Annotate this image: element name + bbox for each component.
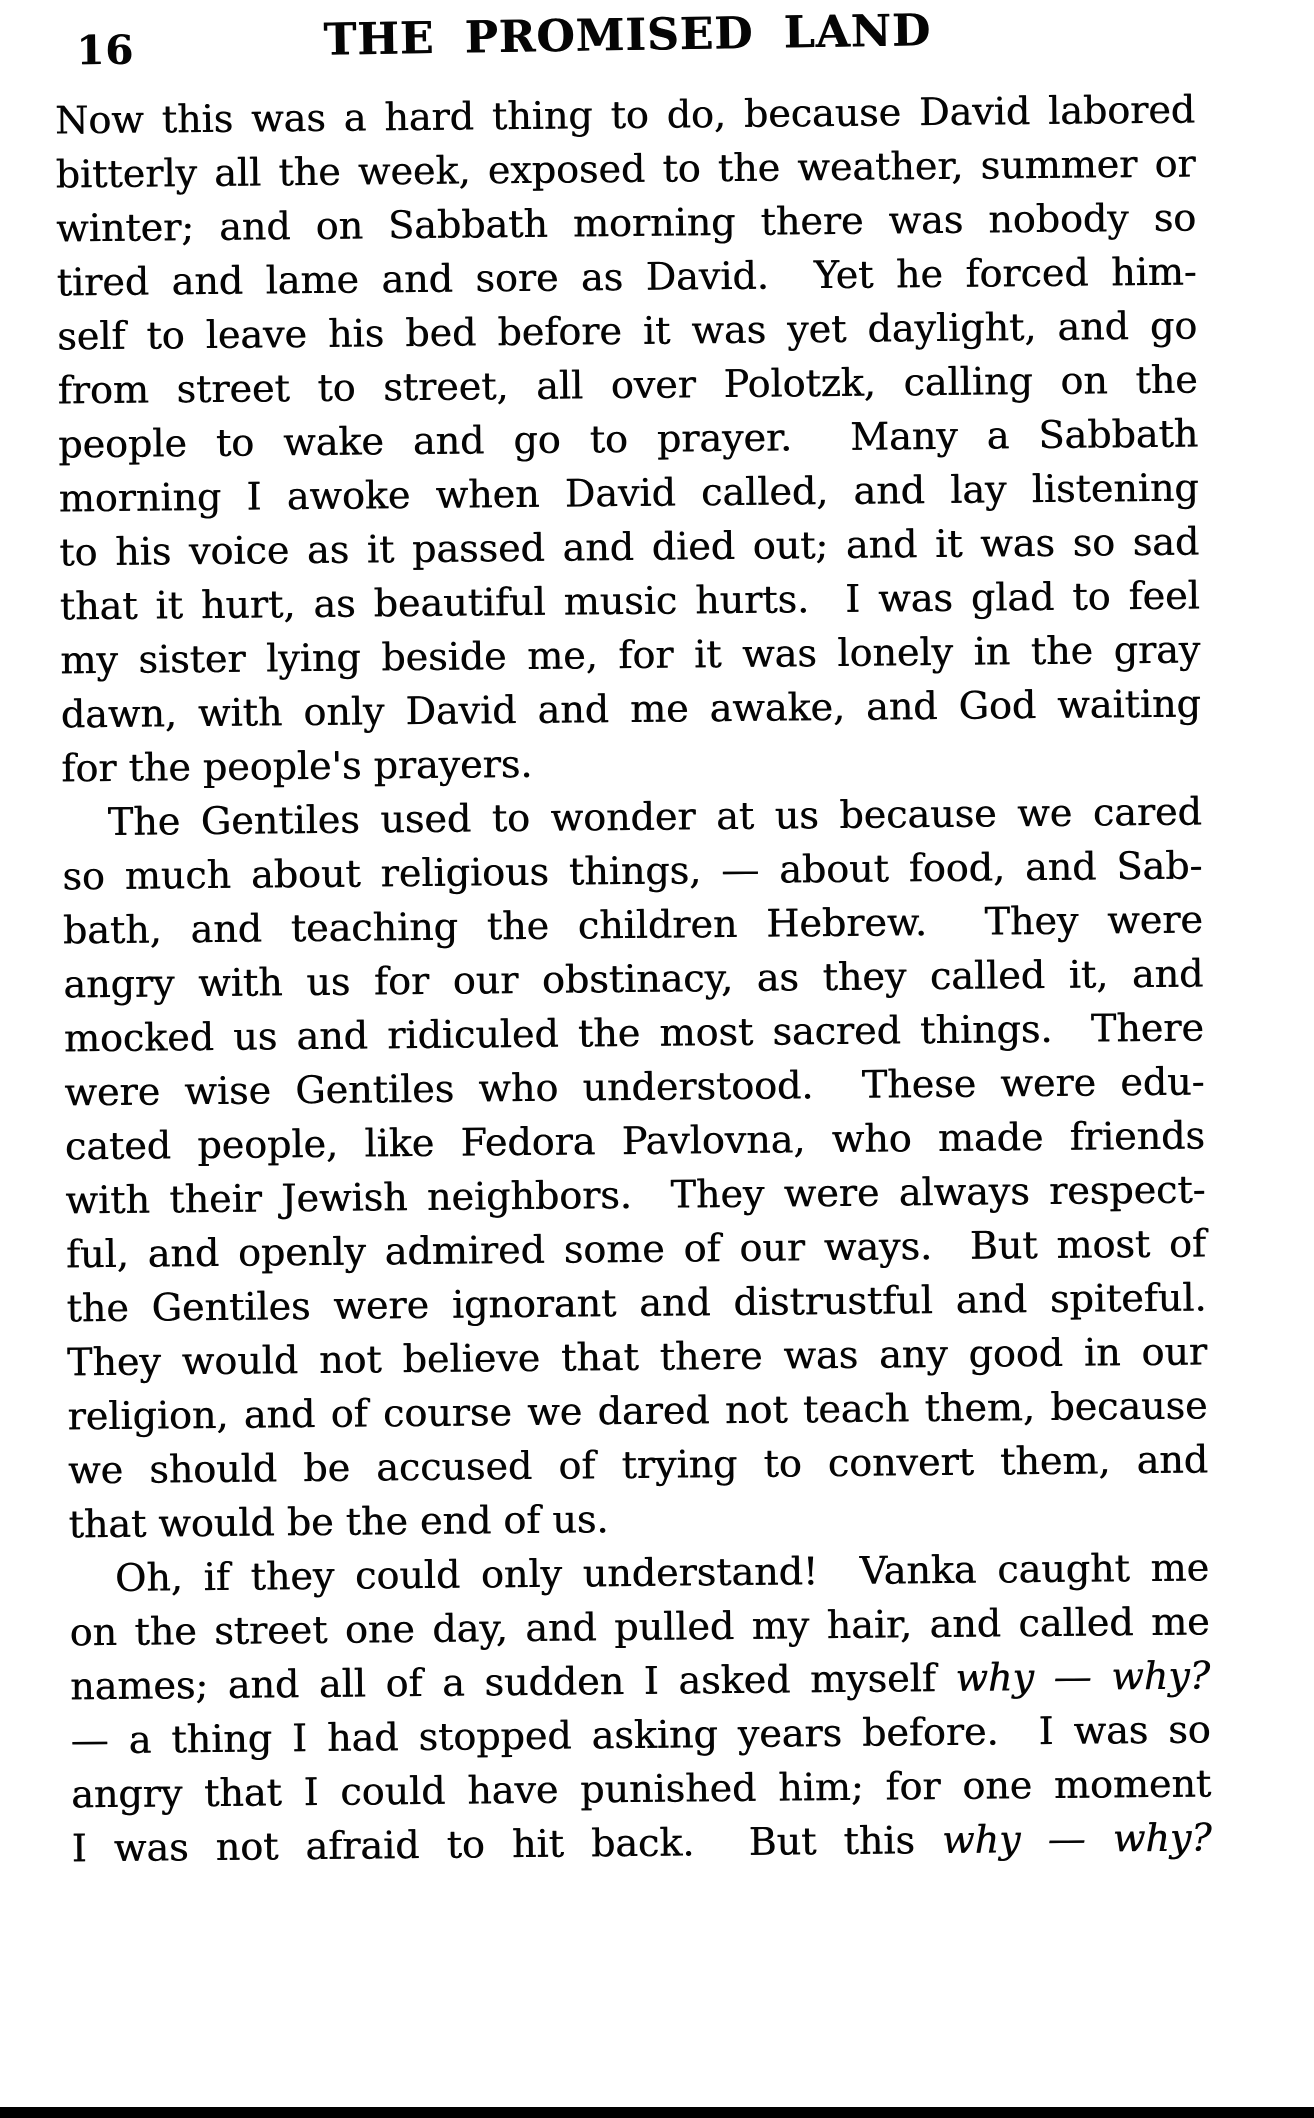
text-segment: were wise Gentiles who understood. These were edu- <box>64 1059 1205 1115</box>
text-segment: bath, and teaching the children Hebrew. They were <box>62 897 1203 953</box>
text-segment: angry with us for our obstinacy, as they called it, and <box>63 951 1204 1007</box>
text-segment: religion, and of course we dared not teach them, because <box>67 1383 1208 1439</box>
body-text <box>55 83 1212 1876</box>
text-segment: I was not afraid to hit back. But this <box>71 1818 943 1871</box>
text-segment: to his voice as it passed and died out; and it was so sad <box>58 519 1200 575</box>
text-segment: They would not believe that there was any good in our <box>66 1329 1208 1385</box>
text-segment: on the street one day, and pulled my hair, and called me <box>69 1599 1210 1655</box>
text-segment: winter; and on Sabbath morning there was nobody so <box>55 195 1197 251</box>
text-segment: cated people, like Fedora Pavlovna, who made friends <box>64 1113 1206 1169</box>
text-segment: that would be the end of us. <box>68 1497 609 1547</box>
paragraph <box>62 784 1209 1551</box>
text-segment: we should be accused of trying to convert them, and <box>67 1437 1209 1493</box>
text-segment: tired and lame and sore as David. Yet he forced him- <box>56 249 1197 305</box>
text-segment: bitterly all the week, exposed to the weather, summer or <box>55 141 1196 197</box>
text-segment: ful, and openly admired some of our ways. But most of <box>65 1221 1207 1277</box>
text-segment: with their Jewish neighbors. They were always respect- <box>65 1167 1206 1223</box>
text-line <box>68 1432 1208 1497</box>
text-segment: Now this was a hard thing to do, because David labored <box>54 87 1196 143</box>
text-segment: The Gentiles used to wonder at us because we cared <box>107 789 1202 844</box>
italic-text-segment: why — why? <box>941 1815 1212 1863</box>
text-line <box>71 1810 1211 1875</box>
page-number: 16 <box>76 26 135 75</box>
text-segment: so much about religious things, — about food, and Sab- <box>62 843 1203 899</box>
italic-text-segment: why — why? <box>955 1653 1211 1700</box>
text-segment: from street to street, all over Polotzk, calling on the <box>57 357 1198 413</box>
text-segment: morning I awoke when David called, and lay listening <box>58 465 1199 521</box>
text-segment: Oh, if they could only understand! Vanka caught me <box>114 1545 1210 1600</box>
text-segment: angry that I could have punished him; for one moment <box>70 1761 1212 1817</box>
text-segment: that it hurt, as beautiful music hurts. I was glad to feel <box>59 573 1200 629</box>
text-segment: mocked us and ridiculed the most sacred things. There <box>63 1005 1205 1061</box>
text-segment: my sister lying beside me, for it was lonely in the gray <box>60 627 1201 683</box>
paragraph <box>69 1540 1212 1875</box>
text-segment: dawn, with only David and me awake, and God waiting <box>60 681 1201 737</box>
text-segment: self to leave his bed before it was yet daylight, and go <box>56 303 1198 359</box>
text-segment: names; and all of a sudden I asked myself <box>69 1655 956 1709</box>
text-segment: people to wake and go to prayer. Many a Sabbath <box>57 411 1199 467</box>
text-segment: — a thing I had stopped asking years before. I was so <box>70 1707 1211 1763</box>
footer-scan-bar <box>0 2107 1314 2118</box>
paragraph <box>55 83 1202 796</box>
text-segment: the Gentiles were ignorant and distrustful and spiteful. <box>66 1275 1207 1331</box>
running-header-title: THE PROMISED LAND <box>323 5 932 66</box>
text-segment: for the people's prayers. <box>61 741 533 791</box>
text-line <box>61 676 1201 741</box>
